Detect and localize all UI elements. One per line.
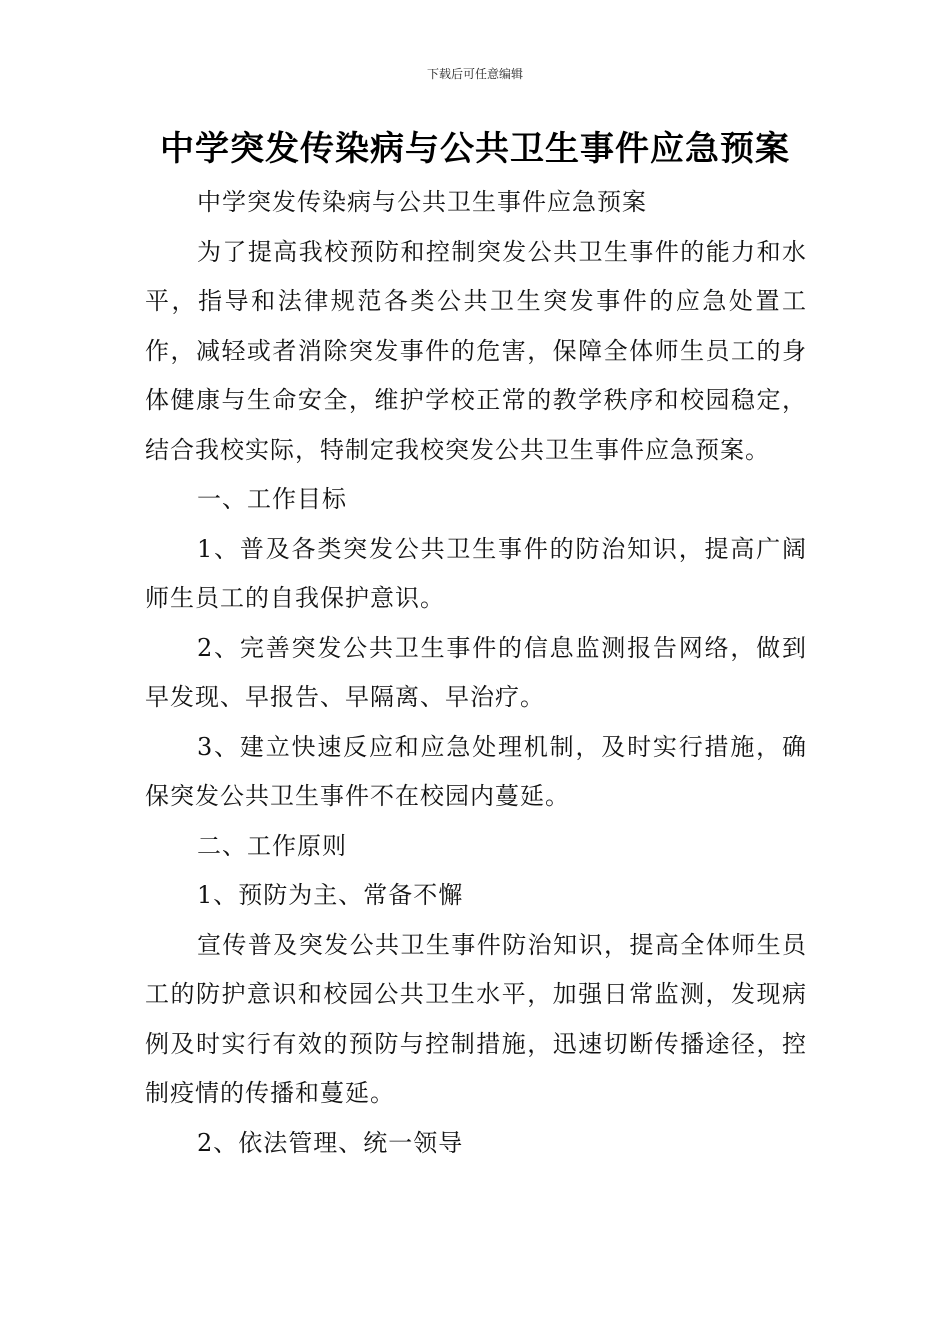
intro-paragraph: 为了提高我校预防和控制突发公共卫生事件的能力和水平，指导和法律规范各类公共卫生突发事件的应急处置工作，减轻或者消除突发事件的危害，保障全体师生员工的身体健康与生命安全，维护学校正常的教学秩序和校园稳定，结合我校实际，特制定我校突发公共卫生事件应急预案。 (145, 237, 807, 464)
goal-item-2: 2、完善突发公共卫生事件的信息监测报告网络，做到早发现、早报告、早隔离、早治疗。 (145, 633, 807, 711)
document-body (145, 178, 807, 1168)
goal-item-1: 1、普及各类突发公共卫生事件的防治知识，提高广阔师生员工的自我保护意识。 (145, 534, 807, 612)
header-note: 下载后可任意编辑 (426, 67, 523, 81)
principle-heading-1: 1、预防为主、常备不懈 (197, 881, 464, 909)
principle-heading-2: 2、依法管理、统一领导 (197, 1128, 464, 1157)
section-heading-goals: 一、工作目标 (197, 485, 347, 513)
subtitle-paragraph: 中学突发传染病与公共卫生事件应急预案 (197, 188, 647, 216)
principle-paragraph-1: 宣传普及突发公共卫生事件防治知识，提高全体师生员工的防护意识和校园公共卫生水平，加强日常监测，发现病例及时实行有效的预防与控制措施，迅速切断传播途径，控制疫情的传播和蔓延。 (145, 930, 807, 1107)
goal-item-3: 3、建立快速反应和应急处理机制，及时实行措施，确保突发公共卫生事件不在校园内蔓延。 (145, 732, 807, 810)
document-title: 中学突发传染病与公共卫生事件应急预案 (160, 129, 790, 169)
section-heading-principles: 二、工作原则 (197, 831, 347, 860)
